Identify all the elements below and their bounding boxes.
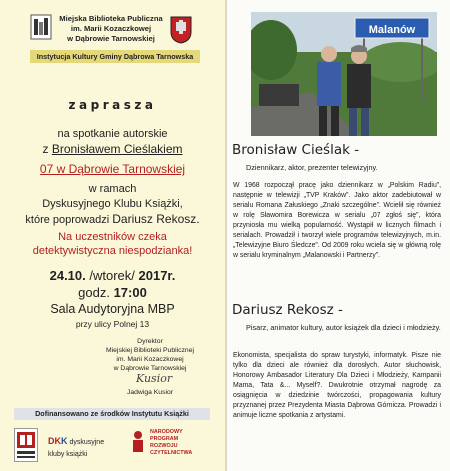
person1-name: Bronisław Cieślak - <box>232 142 360 158</box>
photo-road-sign: Malanów <box>368 24 416 36</box>
dkk-label: dyskusyjne kluby książki <box>48 439 105 458</box>
narodowy-program-logo <box>130 428 210 458</box>
invite-line7: Na uczestników czeka <box>58 231 167 243</box>
host-name: Dariusz Rekosz. <box>112 212 200 226</box>
event-date-year: 2017r. <box>138 268 176 283</box>
library-logo-icon <box>30 14 52 40</box>
invite-heading: zaprasza <box>68 98 157 112</box>
director-signature: Kusior <box>136 372 173 385</box>
invite-line2 <box>0 143 225 156</box>
invite-line6-prefix: które poprowadzi <box>25 214 113 226</box>
instytut-ksiazki-logo-icon <box>14 428 38 462</box>
invite-line6 <box>0 213 225 227</box>
person2-bio: Ekonomista, specjalista do spraw turystyki, informatyk. Pisze nie tylko dla dzieci ale również dla dorosłych. Autor słuchowisk, Honorowy Ambasador Literatury Dla Dzieci i Młodzieży, Kampanii Mama, Tata &... Myself?. Dwukrotnie otrzymał nagrodę za osiągnięcia w dziedzinie twórczości, propagowania kultury przyznanej przez Prezydenta Miasta Dąbrowa Górnicza. Prowadzi i animuje liczne spotkania z artystami. <box>233 352 441 419</box>
person1-subtitle: Dziennikarz, aktor, prezenter telewizyjny. <box>246 163 378 172</box>
event-time-prefix: godz. <box>78 285 114 300</box>
director-line3: im. Marii Kozaczkowej <box>116 356 184 363</box>
dkk-mark-k: K <box>61 436 68 446</box>
invite-line4: w ramach <box>88 183 137 195</box>
director-block <box>95 337 205 373</box>
dkk-logo <box>48 435 120 458</box>
invite-line1: na spotkanie autorskie <box>57 128 168 140</box>
director-line1: Dyrektor <box>137 338 163 345</box>
event-time <box>0 285 225 300</box>
event-venue: Sala Audytoryjna MBP <box>50 302 175 316</box>
library-name-line3: w Dąbrowie Tarnowskiej <box>67 34 155 43</box>
event-date-day: 24.10. <box>49 268 86 283</box>
invite-line8: detektywistyczna niespodzianka! <box>32 245 193 257</box>
person2-subtitle: Pisarz, animator kultury, autor książek dla dzieci i młodzieży. <box>246 323 441 332</box>
author-name: Bronisławem Cieślakiem <box>51 142 183 156</box>
town-crest-icon <box>170 16 192 44</box>
director-name: Jadwiga Kusior <box>126 389 174 396</box>
invite-line5: Dyskusyjnego Klubu Książki, <box>42 198 183 210</box>
event-date-weekday: /wtorek/ <box>85 268 139 283</box>
institution-bar: Instytucja Kultury Gminy Dąbrowa Tarnowska <box>30 50 200 63</box>
event-address: przy ulicy Polnej 13 <box>75 319 150 329</box>
library-name <box>56 14 166 44</box>
dkk-mark: DK <box>48 436 61 446</box>
person1-bio: W 1968 rozpoczął pracę jako dziennikarz w „Polskim Radiu”, następnie w telewizji „TVP Kraków”. Jako aktor zadebiutował w serialu Romana Załuskiego „Znaki szczególne”. Wcielił się również w rolę Sławomira Borewicza w serialu „07 zgłoś się”, która przyniosła mu wielką popularność. Wystąpił w licznych filmach i serialach. Prowadził i tworzył wiele programów telewizyjnych, m.in. „Telewizyjne Biuro Śledcze”. Od 2009 roku wciela się w główną rolę w serialu kryminalnym „Malanowski i Partnerzy”. <box>233 182 441 259</box>
library-name-line1: Miejska Biblioteka Publiczna <box>59 14 163 23</box>
np-line4: CZYTELNICTWA <box>150 450 193 456</box>
np-line3: ROZWOJU <box>150 443 178 449</box>
event-time-value: 17:00 <box>113 285 147 300</box>
invite-line3: 07 w Dąbrowie Tarnowskiej <box>39 162 186 176</box>
event-date <box>0 268 225 283</box>
director-line4: w Dąbrowie Tarnowskiej <box>113 365 187 372</box>
bookworm-icon <box>130 430 146 454</box>
funding-bar: Dofinansowano ze środków Instytutu Książki <box>14 408 210 420</box>
director-line2: Miejskiej Biblioteki Publicznej <box>105 347 195 354</box>
library-name-line2: im. Marii Kozaczkowej <box>70 24 152 33</box>
np-line2: PROGRAM <box>150 436 179 442</box>
author-photo <box>251 12 437 136</box>
person2-name: Dariusz Rekosz - <box>232 302 343 318</box>
np-line1: NARODOWY <box>150 429 183 435</box>
invite-line2-prefix: z <box>42 142 52 156</box>
